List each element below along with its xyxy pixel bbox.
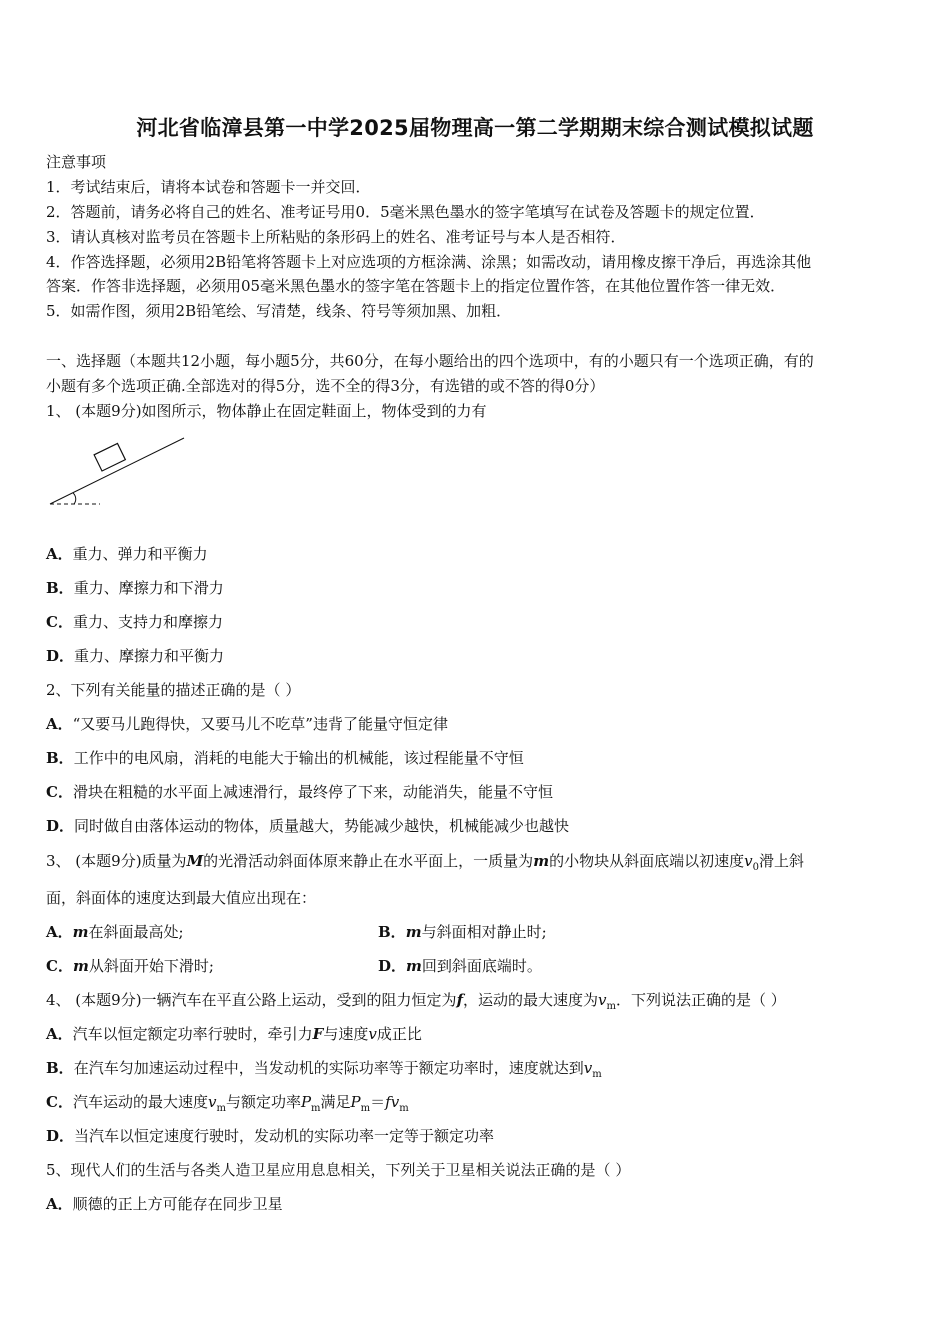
q1-option-b: B．重力、摩擦力和下滑力 <box>46 579 224 597</box>
q2-option-c: C．滑块在粗糙的水平面上减速滑行，最终停了下来，动能消失，能量不守恒 <box>46 783 553 801</box>
q5-option-a: A．顺德的正上方可能存在同步卫星 <box>46 1195 283 1213</box>
q3-stem: 3、 (本题9分)质量为M的光滑活动斜面体原来静止在水平面上，一质量为m的小物块从斜面底端以初速度$v_0$滑上斜 <box>46 852 804 873</box>
incline-figure <box>44 434 194 514</box>
notice-item: 4．作答选择题，必须用2B铅笔将答题卡上对应选项的方框涂满、涂黑；如需改动，请用橡皮擦干净后，再选涂其他 <box>46 253 812 271</box>
q4-option-a: A．汽车以恒定额定功率行驶时，牵引力F与速度v成正比 <box>46 1025 422 1043</box>
q3-option-d: D．m回到斜面底端时。 <box>378 957 542 975</box>
notice-item: 1．考试结束后，请将本试卷和答题卡一并交回． <box>46 178 371 196</box>
page-title: 河北省临漳县第一中学2025届物理高一第二学期期末综合测试模拟试题 <box>136 116 814 140</box>
q5-stem: 5、现代人们的生活与各类人造卫星应用息息相关，下列关于卫星相关说法正确的是（ ） <box>46 1161 631 1179</box>
q2-option-d: D．同时做自由落体运动的物体，质量越大，势能减少越快，机械能减少也越快 <box>46 817 570 835</box>
q1-option-c: C．重力、支持力和摩擦力 <box>46 613 223 631</box>
q2-option-a: A．“又要马儿跑得快，又要马儿不吃草”违背了能量守恒定律 <box>46 715 448 733</box>
q1-option-d: D．重力、摩擦力和平衡力 <box>46 647 225 665</box>
q3-option-c: C．m从斜面开始下滑时; <box>46 957 214 975</box>
angle-arc <box>73 493 76 504</box>
q4-option-d: D．当汽车以恒定速度行驶时，发动机的实际功率一定等于额定功率 <box>46 1127 495 1145</box>
q4-option-c: C．汽车运动的最大速度$v_m$与额定功率$P_m$满足$P_m=fv_m$ <box>46 1093 409 1114</box>
q1-stem: 1、 (本题9分)如图所示，物体静止在固定鞋面上，物体受到的力有 <box>46 402 487 420</box>
q2-option-b: B．工作中的电风扇，消耗的电能大于输出的机械能，该过程能量不守恒 <box>46 749 524 767</box>
q3-option-b: B．m与斜面相对静止时; <box>378 923 547 941</box>
notice-item: 答案．作答非选择题，必须用05毫米黑色墨水的签字笔在答题卡上的指定位置作答，在其他位置作答一律无效． <box>46 277 786 295</box>
q3-stem-cont: 面，斜面体的速度达到最大值应出现在： <box>46 889 317 907</box>
notice-heading: 注意事项 <box>46 153 107 171</box>
q4-option-b: B．在汽车匀加速运动过程中，当发动机的实际功率等于额定功率时，速度就达到$v_m$ <box>46 1059 602 1080</box>
notice-item: 2．答题前，请务必将自己的姓名、准考证号用0．5毫米黑色墨水的签字笔填写在试卷及答题卡的规定位置． <box>46 203 765 221</box>
section-heading: 小题有多个选项正确.全部选对的得5分，选不全的得3分，有选错的或不答的得0分） <box>46 377 605 395</box>
q2-stem: 2、下列有关能量的描述正确的是（ ） <box>46 681 301 699</box>
q1-option-a: A．重力、弹力和平衡力 <box>46 545 208 563</box>
section-heading: 一、选择题（本题共12小题，每小题5分，共60分，在每小题给出的四个选项中，有的小题只有一个选项正确，有的 <box>46 352 814 370</box>
notice-item: 5．如需作图，须用2B铅笔绘、写清楚，线条、符号等须加黑、加粗． <box>46 302 512 320</box>
notice-item: 3．请认真核对监考员在答题卡上所粘贴的条形码上的姓名、准考证号与本人是否相符． <box>46 228 626 246</box>
block-on-incline <box>94 443 125 471</box>
q4-stem: 4、 (本题9分)一辆汽车在平直公路上运动，受到的阻力恒定为f，运动的最大速度为$v_m$．下列说法正确的是（ ） <box>46 991 786 1012</box>
q3-option-a: A．m在斜面最高处; <box>46 923 184 941</box>
